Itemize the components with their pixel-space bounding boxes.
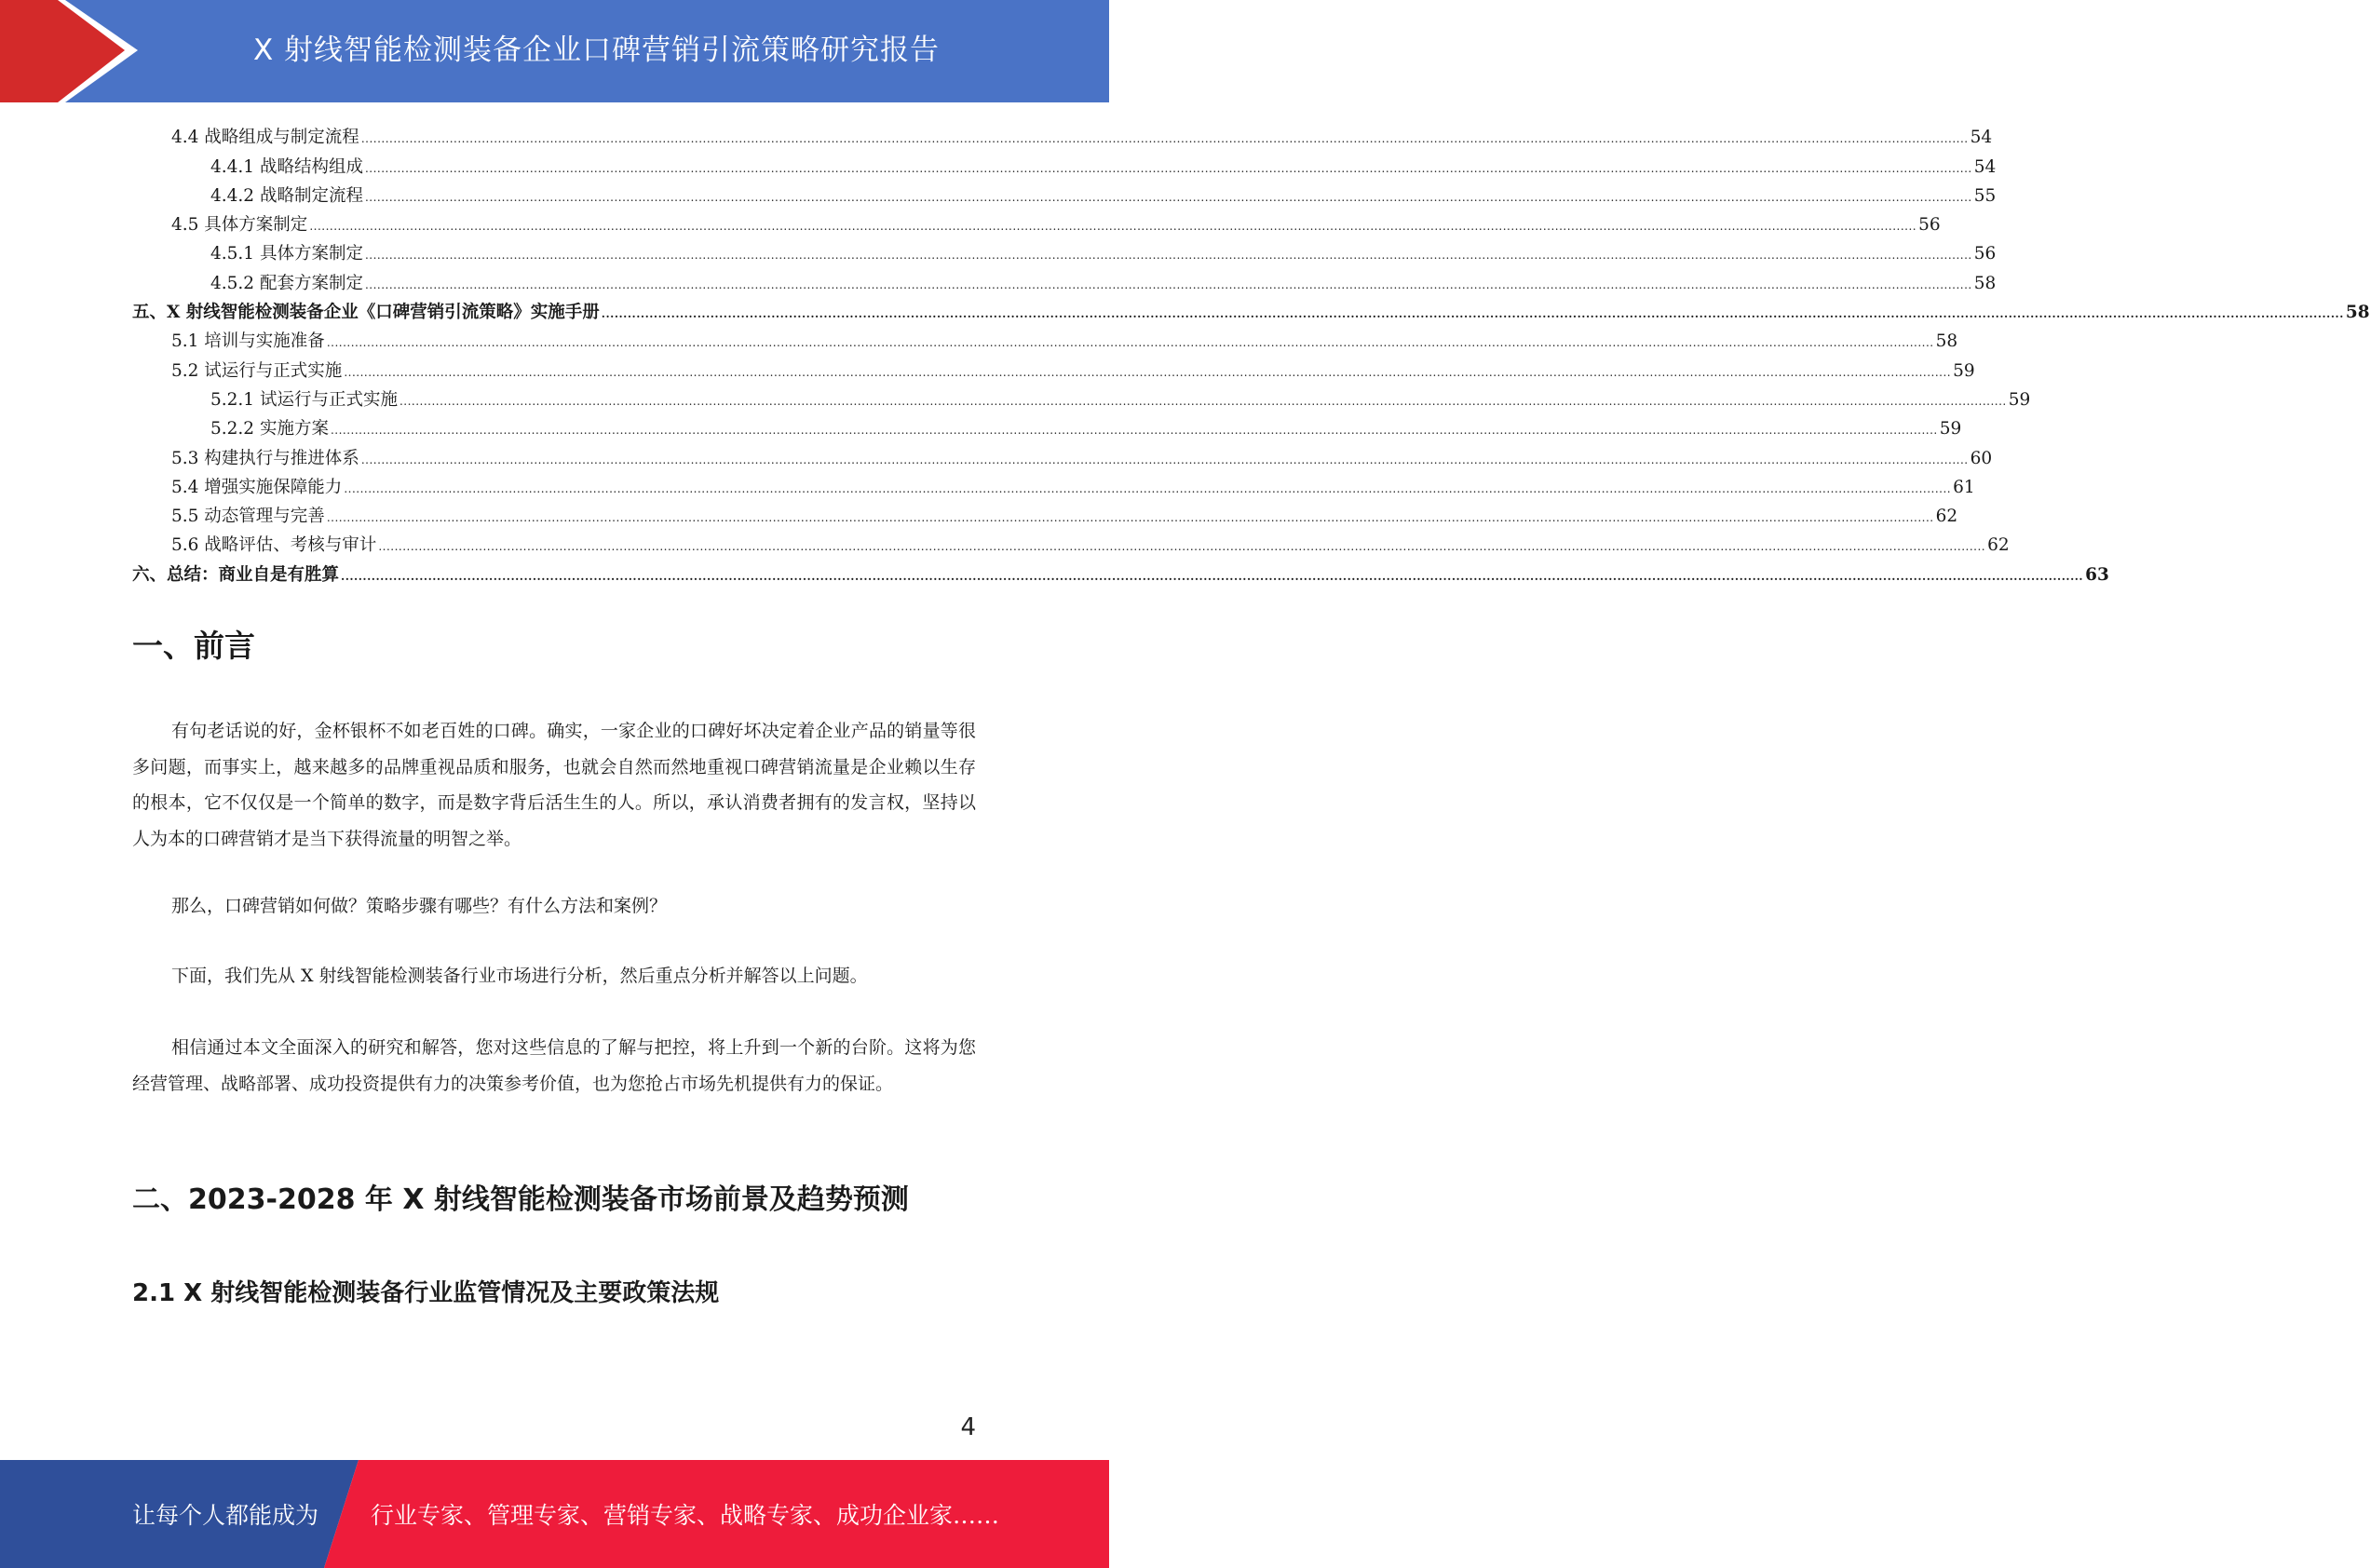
toc-leader-dots: ................................................................................................................................................................................................................................................................................................................................................................................................................ — [364, 249, 1972, 263]
toc-entry-label: 5.2.2 实施方案 — [210, 419, 329, 439]
document-title: X 射线智能检测装备企业口碑营销引流策略研究报告 — [252, 33, 941, 67]
toc-entry-page: 60 — [1970, 448, 1993, 468]
preface-paragraph-1: 有句老话说的好，金杯银杯不如老百姓的口碑。确实，一家企业的口碑好坏决定着企业产品的销量等很多问题，而事实上，越来越多的品牌重视品质和服务，也就会自然而然地重视口碑营销流量是企业赖以生存的根本，它不仅仅是一个简单的数字，而是数字背后活生生的人。所以，承认消费者拥有的发言权，坚持以人为本的口碑营销才是当下获得流量的明智之举。 — [132, 721, 976, 849]
table-of-contents — [132, 119, 2370, 586]
toc-entry-page: 56 — [1918, 215, 1941, 236]
toc-leader-dots: ................................................................................................................................................................................................................................................................................................................................................................................................................ — [364, 161, 1972, 175]
toc-entry[interactable] — [132, 148, 1997, 177]
toc-entry[interactable] — [132, 469, 1975, 498]
toc-entry-page: 54 — [1970, 128, 1993, 148]
toc-entry-page: 58 — [1935, 331, 1958, 352]
toc-entry-label: 5.6 战略评估、考核与审计 — [171, 535, 377, 556]
toc-entry[interactable] — [132, 323, 1958, 352]
subsection-heading-regulation: 2.1 X 射线智能检测装备行业监管情况及主要政策法规 — [132, 1279, 720, 1307]
footer-banner — [0, 1460, 1109, 1568]
toc-entry-page: 58 — [2345, 303, 2370, 323]
page-number: 4 — [960, 1413, 976, 1441]
toc-entry[interactable] — [132, 382, 2031, 411]
toc-entry-label: 4.5.2 配套方案制定 — [210, 273, 363, 293]
toc-entry[interactable] — [132, 439, 1993, 468]
toc-entry-label: 5.3 构建执行与推进体系 — [171, 448, 359, 468]
preface-paragraph-2: 那么，口碑营销如何做？策略步骤有哪些？有什么方法和案例？ — [171, 896, 668, 916]
toc-leader-dots: ................................................................................................................................................................................................................................................................................................................................................................................................................ — [360, 132, 1969, 146]
toc-entry-label: 5.4 增强实施保障能力 — [171, 477, 343, 497]
preface-paragraph-4: 相信通过本文全面深入的研究和解答，您对这些信息的了解与把控，将上升到一个新的台阶。这将为您经营管理、战略部署、成功投资提供有力的决策参考价值，也为您抢占市场先机提供有力的保证。 — [132, 1037, 976, 1094]
toc-entry-page: 62 — [1935, 507, 1958, 527]
toc-entry[interactable] — [132, 178, 1997, 207]
toc-leader-dots: ................................................................................................................................................................................................................................................................................................................................................................................................................ — [326, 336, 1934, 350]
toc-entry[interactable] — [132, 411, 1962, 439]
toc-entry-label: 5.1 培训与实施准备 — [171, 331, 325, 352]
header-arrow-graphic — [0, 0, 149, 102]
toc-leader-dots: ................................................................................................................................................................................................................................................................................................................................................................................................................ — [360, 453, 1969, 466]
toc-entry-label: 4.5 具体方案制定 — [171, 215, 308, 236]
toc-entry-label: 5.2 试运行与正式实施 — [171, 360, 343, 381]
toc-entry-label: 5.5 动态管理与完善 — [171, 507, 325, 527]
section-heading-preface: 一、前言 — [132, 628, 255, 664]
toc-leader-dots: ................................................................................................................................................................................................................................................................................................................................................................................................................ — [341, 569, 2084, 583]
toc-entry-page: 59 — [1953, 360, 1975, 381]
toc-entry-page: 56 — [1973, 244, 1997, 264]
toc-entry[interactable] — [132, 498, 1958, 527]
toc-leader-dots: ................................................................................................................................................................................................................................................................................................................................................................................................................ — [309, 220, 1917, 234]
toc-entry-label: 5.2.1 试运行与正式实施 — [210, 389, 398, 410]
toc-entry-page: 55 — [1973, 185, 1997, 206]
toc-entry-label: 4.4.2 战略制定流程 — [210, 185, 363, 206]
toc-entry-label: 六、总结：商业自是有胜算 — [132, 564, 340, 585]
toc-entry[interactable] — [132, 527, 2010, 556]
footer-slogan-right: 行业专家、管理专家、营销专家、战略专家、成功企业家…… — [371, 1502, 1000, 1529]
toc-entry[interactable] — [132, 236, 1997, 264]
toc-leader-dots: ................................................................................................................................................................................................................................................................................................................................................................................................................ — [364, 277, 1972, 291]
toc-leader-dots: ................................................................................................................................................................................................................................................................................................................................................................................................................ — [601, 307, 2344, 321]
toc-leader-dots: ................................................................................................................................................................................................................................................................................................................................................................................................................ — [378, 540, 1986, 554]
toc-leader-dots: ................................................................................................................................................................................................................................................................................................................................................................................................................ — [399, 394, 2007, 408]
toc-entry-label: 4.4.1 战略结构组成 — [210, 156, 363, 177]
toc-entry-page: 54 — [1973, 156, 1997, 177]
toc-entry-page: 63 — [2085, 564, 2109, 585]
toc-entry-label: 五、X 射线智能检测装备企业《口碑营销引流策略》实施手册 — [132, 303, 600, 323]
toc-entry[interactable] — [132, 119, 1993, 148]
toc-entry-page: 62 — [1987, 535, 2010, 556]
toc-leader-dots: ................................................................................................................................................................................................................................................................................................................................................................................................................ — [344, 365, 1952, 379]
footer-slogan-left: 让每个人都能成为 — [132, 1502, 319, 1529]
toc-entry[interactable] — [132, 556, 2109, 585]
toc-entry-page: 59 — [2008, 389, 2031, 410]
toc-entry-label: 4.4 战略组成与制定流程 — [171, 128, 359, 148]
toc-entry[interactable] — [132, 294, 2370, 323]
toc-entry-page: 61 — [1953, 477, 1975, 497]
toc-entry[interactable] — [132, 264, 1997, 293]
section-heading-market-forecast: 二、2023-2028 年 X 射线智能检测装备市场前景及趋势预测 — [132, 1183, 909, 1216]
preface-paragraph-3: 下面，我们先从 X 射线智能检测装备行业市场进行分析，然后重点分析并解答以上问题。 — [171, 966, 868, 986]
toc-leader-dots: ................................................................................................................................................................................................................................................................................................................................................................................................................ — [326, 511, 1934, 525]
toc-leader-dots: ................................................................................................................................................................................................................................................................................................................................................................................................................ — [344, 481, 1952, 495]
toc-leader-dots: ................................................................................................................................................................................................................................................................................................................................................................................................................ — [330, 424, 1938, 438]
toc-entry[interactable] — [132, 207, 1941, 236]
toc-entry-page: 58 — [1973, 273, 1997, 293]
toc-entry-label: 4.5.1 具体方案制定 — [210, 244, 363, 264]
header-banner — [0, 0, 1109, 102]
toc-leader-dots: ................................................................................................................................................................................................................................................................................................................................................................................................................ — [364, 190, 1972, 204]
toc-entry-page: 59 — [1939, 419, 1962, 439]
toc-entry[interactable] — [132, 352, 1975, 381]
